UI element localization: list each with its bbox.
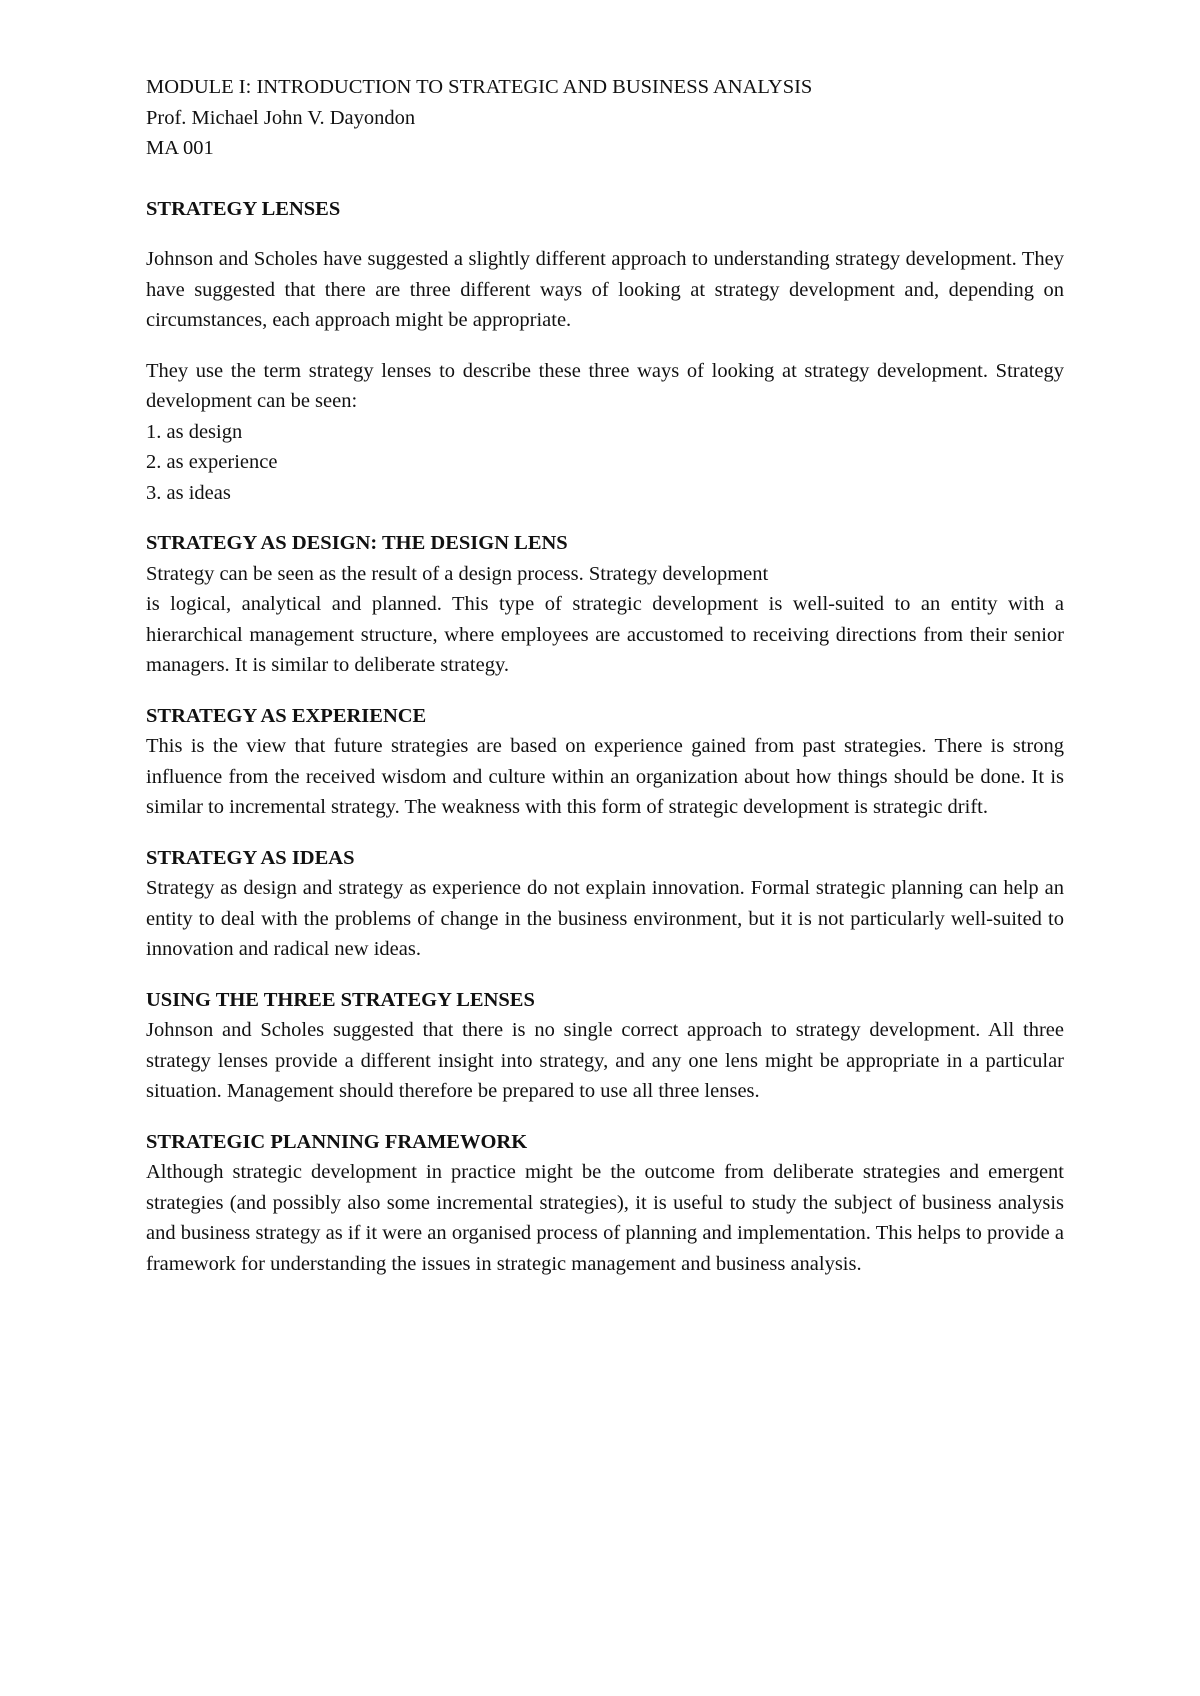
- list-item: 3. as ideas: [146, 481, 231, 504]
- section-heading: STRATEGIC PLANNING FRAMEWORK: [146, 1130, 528, 1153]
- list-item: 1. as design: [146, 420, 243, 443]
- paragraph: Johnson and Scholes have suggested a slightly different approach to understanding strategy development. They have suggested that there are three different ways of looking at strategy development and, depending on circumstances, each approach might be appropriate.: [146, 248, 1064, 331]
- section-heading: USING THE THREE STRATEGY LENSES: [146, 988, 535, 1011]
- section-design-lens: [146, 528, 1064, 681]
- paragraph: Johnson and Scholes suggested that there is no single correct approach to strategy development. All three strategy lenses provide a different insight into strategy, and any one lens might be appropriate in a particular situation. Management should therefore be prepared to use all three lenses.: [146, 1019, 1064, 1102]
- section-using-lenses: [146, 985, 1064, 1107]
- module-title: MODULE I: INTRODUCTION TO STRATEGIC AND BUSINESS ANALYSIS: [146, 76, 813, 98]
- paragraph: They use the term strategy lenses to describe these three ways of looking at strategy development. Strategy development can be seen:: [146, 359, 1064, 412]
- section-heading: STRATEGY LENSES: [146, 197, 341, 220]
- section-experience: [146, 701, 1064, 823]
- section-heading: STRATEGY AS EXPERIENCE: [146, 704, 427, 727]
- section-heading: STRATEGY AS IDEAS: [146, 846, 355, 869]
- section-heading: STRATEGY AS DESIGN: THE DESIGN LENS: [146, 532, 568, 554]
- professor-name: Prof. Michael John V. Dayondon: [146, 106, 416, 129]
- course-code: MA 001: [146, 137, 214, 159]
- lens-list: [146, 417, 1064, 509]
- paragraph: is logical, analytical and planned. This type of strategic development is well-suited to an entity with a hierarchical management structure, where employees are accustomed to receiving directions from their senior managers. It is similar to deliberate strategy.: [146, 593, 1064, 676]
- section-ideas: [146, 843, 1064, 965]
- paragraph-line: Strategy can be seen as the result of a design process. Strategy development: [146, 562, 769, 585]
- section-strategy-lenses: [146, 194, 1064, 509]
- section-planning-framework: [146, 1127, 1064, 1280]
- document-page: [146, 72, 1064, 1279]
- paragraph: Strategy as design and strategy as experience do not explain innovation. Formal strategic planning can help an entity to deal with the problems of change in the business environment, but it is not particularly well-suited to innovation and radical new ideas.: [146, 877, 1064, 960]
- list-item: 2. as experience: [146, 451, 278, 473]
- paragraph: Although strategic development in practice might be the outcome from deliberate strategies and emergent strategies (and possibly also some incremental strategies), it is useful to study the subject of business analysis and business strategy as if it were an organised process of planning and implementation. This helps to provide a framework for understanding the issues in strategic management and business analysis.: [146, 1161, 1064, 1275]
- document-header: [146, 72, 1064, 164]
- paragraph: This is the view that future strategies are based on experience gained from past strategies. There is strong influence from the received wisdom and culture within an organization about how things should be done. It is similar to incremental strategy. The weakness with this form of strategic development is strategic drift.: [146, 735, 1064, 818]
